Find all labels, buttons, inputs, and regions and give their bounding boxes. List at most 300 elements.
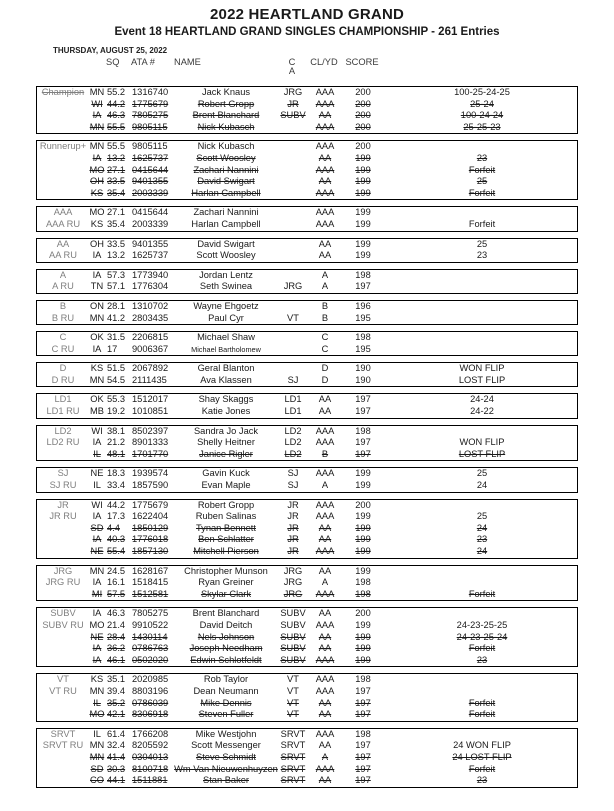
cell-detail: 23 xyxy=(476,775,488,786)
cell-c: JR xyxy=(287,534,299,545)
cell-ata: 1010851 xyxy=(132,406,169,417)
cell-c xyxy=(277,270,309,282)
cell-c: JRG xyxy=(283,588,303,599)
cell-ata: 1776304 xyxy=(132,281,169,292)
cell-state: IL xyxy=(93,728,101,739)
cell-name: Harlan Campbell xyxy=(191,218,261,229)
cell-detail: 24-23-25-24 xyxy=(456,631,508,642)
cell-clyd: B xyxy=(321,300,329,311)
cell-detail xyxy=(385,344,579,356)
cell-c: SUBV xyxy=(280,110,306,121)
col-header-label-spacer xyxy=(36,58,88,67)
cell-detail: Forfeit xyxy=(468,218,496,229)
cell-sq: 21.2 xyxy=(107,437,126,448)
cell-sq: 44.2 xyxy=(107,98,126,109)
cell-clyd: AAA xyxy=(315,425,335,436)
cell-score: 198 xyxy=(355,674,371,685)
cell-clyd: AAA xyxy=(315,437,335,448)
cell-clyd: AAA xyxy=(315,728,335,739)
cell-state: MN xyxy=(89,141,105,152)
cell-state: SD xyxy=(90,522,104,533)
cell-clyd: AAA xyxy=(315,468,335,479)
cell-state: IA xyxy=(92,110,102,121)
cell-name: Robert Gropp xyxy=(197,499,255,510)
cell-c xyxy=(277,153,309,165)
table-row xyxy=(37,110,579,122)
table-row xyxy=(37,394,579,406)
cell-sq: 55.4 xyxy=(107,546,126,556)
table-row xyxy=(37,729,579,741)
cell-clyd: AAA xyxy=(315,685,335,696)
cell-state: MO xyxy=(89,207,105,218)
cell-name: Zachari Nannini xyxy=(193,164,259,175)
cell-c: SUBV xyxy=(280,619,306,630)
cell-c: JR xyxy=(287,511,299,522)
cell-detail: 25-24 xyxy=(470,98,494,109)
cell-state: IA xyxy=(92,577,102,588)
cell-ata: 9401355 xyxy=(132,176,169,187)
cell-c: LD2 xyxy=(284,448,302,459)
cell-c: VT xyxy=(287,674,299,685)
col-header-spacer xyxy=(340,67,384,76)
table-row xyxy=(37,589,579,601)
table-row xyxy=(37,122,579,134)
table-row xyxy=(37,153,579,165)
cell-label: Runnerup+ xyxy=(39,141,87,152)
cell-c xyxy=(277,165,309,177)
cell-state: IA xyxy=(92,608,102,619)
cell-clyd: A xyxy=(321,577,329,588)
cell-label: C RU xyxy=(51,343,75,354)
cell-score: 199 xyxy=(355,187,371,198)
cell-ata: 7805275 xyxy=(132,110,169,121)
cell-score: 196 xyxy=(355,300,371,311)
table-row xyxy=(37,643,579,655)
cell-state: KS xyxy=(90,363,104,374)
cell-detail xyxy=(385,332,579,344)
cell-clyd: AA xyxy=(318,152,332,163)
cell-label: LD1 xyxy=(54,394,72,405)
cell-ata: 2003339 xyxy=(132,218,169,229)
cell-name: Michael Shaw xyxy=(197,332,255,343)
cell-detail: 24 xyxy=(476,480,488,491)
cell-sq: 35.4 xyxy=(107,187,126,198)
cell-score: 198 xyxy=(355,588,371,599)
cell-label: JRG xyxy=(53,565,73,576)
col-header-ata: ATA # xyxy=(131,57,155,67)
cell-score: 199 xyxy=(355,619,371,630)
cell-score: 200 xyxy=(355,608,371,619)
result-section-box xyxy=(36,331,578,356)
cell-sq: 57.1 xyxy=(107,281,126,292)
cell-label: LD2 RU xyxy=(46,437,80,448)
cell-sq: 41.2 xyxy=(107,312,126,323)
table-row xyxy=(37,176,579,188)
cell-score: 199 xyxy=(355,511,371,522)
cell-label xyxy=(37,188,89,200)
cell-ata: 2111435 xyxy=(132,374,167,385)
cell-ata: 1316740 xyxy=(132,87,169,97)
cell-state: MN xyxy=(89,685,105,696)
cell-label: SRVT RU xyxy=(42,740,84,751)
cell-clyd: AAA xyxy=(315,674,335,685)
cell-name: Wayne Ehgoetz xyxy=(193,300,259,311)
column-headers xyxy=(36,58,578,76)
cell-score: 197 xyxy=(355,740,371,751)
cell-detail: 24 WON FLIP xyxy=(453,740,511,751)
cell-c: JRG xyxy=(283,565,303,576)
cell-label: LD1 RU xyxy=(46,406,80,417)
cell-name: Mike Westjohn xyxy=(195,728,257,739)
cell-ata: 1518415 xyxy=(132,577,169,588)
cell-c xyxy=(277,188,309,200)
cell-label xyxy=(37,534,89,546)
cell-label: A xyxy=(59,269,67,280)
table-row xyxy=(37,301,579,313)
cell-sq: 30.3 xyxy=(107,763,126,774)
cell-sq: 33.5 xyxy=(107,238,126,249)
cell-sq: 28.1 xyxy=(107,300,126,311)
cell-state: IA xyxy=(92,654,102,665)
cell-ata: 9910522 xyxy=(132,619,169,630)
cell-label: AA xyxy=(56,238,70,249)
cell-score: 199 xyxy=(355,480,371,491)
table-row xyxy=(37,87,579,99)
cell-state: WI xyxy=(91,425,103,436)
cell-label xyxy=(37,449,89,461)
col-header-spacer xyxy=(36,67,88,76)
cell-detail: 24 xyxy=(476,522,488,533)
table-row xyxy=(37,250,579,262)
cell-ata: 1430114 xyxy=(132,631,168,642)
table-row xyxy=(37,775,579,787)
cell-sq: 16.1 xyxy=(107,577,126,588)
cell-state: SD xyxy=(90,763,104,774)
column-header-row-2 xyxy=(36,67,578,76)
cell-ata: 1857130 xyxy=(132,546,169,556)
cell-name: Stan Baker xyxy=(203,775,249,786)
result-section-box xyxy=(36,499,578,559)
cell-c: LD2 xyxy=(284,437,302,448)
cell-c xyxy=(277,207,309,219)
cell-clyd: AAA xyxy=(315,654,335,665)
cell-name: Seth Swinea xyxy=(199,281,253,292)
cell-name: Sandra Jo Jack xyxy=(193,425,259,436)
table-row xyxy=(37,332,579,344)
cell-label: VT RU xyxy=(49,685,77,696)
cell-score: 195 xyxy=(355,312,371,323)
cell-sq: 44.1 xyxy=(107,775,126,786)
cell-state: MN xyxy=(89,565,105,576)
cell-sq: 38.1 xyxy=(107,425,126,436)
cell-sq: 17 xyxy=(107,343,118,354)
cell-detail: 24-24 xyxy=(470,394,494,405)
cell-label: C xyxy=(59,332,67,343)
cell-detail: Forfeit xyxy=(468,588,496,599)
cell-ata: 1622404 xyxy=(132,511,169,522)
cell-c: VT xyxy=(287,312,299,323)
cell-score: 197 xyxy=(355,763,371,774)
cell-sq: 54.5 xyxy=(107,374,126,385)
cell-sq: 39.4 xyxy=(107,685,126,696)
cell-score: 199 xyxy=(355,565,371,576)
cell-c: SUBV xyxy=(280,631,306,642)
cell-detail: 25 xyxy=(476,238,488,249)
cell-ata: 0304013 xyxy=(132,751,169,762)
cell-name: Nick Kubasch xyxy=(197,141,255,152)
cell-label xyxy=(37,176,89,188)
cell-detail: WON FLIP xyxy=(459,363,505,374)
cell-ata: 1776018 xyxy=(132,534,169,545)
cell-clyd: AA xyxy=(318,565,332,576)
cell-c: VT xyxy=(287,685,299,696)
cell-c: SUBV xyxy=(280,654,306,665)
cell-name: Evan Maple xyxy=(201,480,251,491)
cell-ata: 1766208 xyxy=(132,728,169,739)
table-row xyxy=(37,406,579,418)
cell-state: OH xyxy=(90,238,104,249)
cell-state: IA xyxy=(92,343,102,354)
cell-ata: 8901333 xyxy=(132,437,169,448)
cell-state: IL xyxy=(93,448,101,459)
table-row xyxy=(37,239,579,251)
cell-sq: 18.3 xyxy=(107,468,126,479)
cell-c: SRVT xyxy=(280,751,306,762)
cell-c xyxy=(277,141,309,153)
cell-sq: 57.3 xyxy=(107,269,126,280)
cell-detail: 24-22 xyxy=(470,406,494,417)
cell-name: Ryan Greiner xyxy=(198,577,254,588)
result-section-box xyxy=(36,467,578,492)
cell-label xyxy=(37,632,89,644)
cell-label: B xyxy=(59,300,67,311)
cell-clyd: AA xyxy=(318,110,332,121)
cell-label: JR xyxy=(57,499,69,510)
cell-label: SJ xyxy=(57,468,69,479)
cell-sq: 33.4 xyxy=(107,480,126,491)
cell-label xyxy=(37,122,89,134)
table-row xyxy=(37,313,579,325)
cell-score: 190 xyxy=(355,363,371,374)
cell-sq: 28.4 xyxy=(107,631,126,642)
cell-sq: 55.5 xyxy=(107,141,126,152)
cell-sq: 36.2 xyxy=(107,643,126,654)
table-row xyxy=(37,534,579,546)
cell-name: Christopher Munson xyxy=(184,565,268,576)
cell-name: Harlan Campbell xyxy=(191,187,261,198)
cell-ata: 8803196 xyxy=(132,685,169,696)
cell-label xyxy=(37,643,89,655)
col-header-spacer xyxy=(308,67,340,76)
cell-label xyxy=(37,775,89,787)
cell-score: 199 xyxy=(355,643,371,654)
cell-sq: 46.3 xyxy=(107,608,126,619)
result-section-box xyxy=(36,238,578,263)
cell-c xyxy=(277,332,309,344)
cell-detail: Forfeit xyxy=(468,164,496,175)
cell-score: 197 xyxy=(355,685,371,696)
cell-detail xyxy=(385,608,579,620)
cell-c: VT xyxy=(287,697,299,708)
page-title: 2022 HEARTLAND GRAND xyxy=(209,6,405,23)
cell-ata: 0502020 xyxy=(132,654,169,665)
cell-name: David Swigart xyxy=(197,176,255,187)
cell-state: MN xyxy=(89,312,105,323)
cell-c: VT xyxy=(287,709,299,720)
cell-clyd: AAA xyxy=(315,141,335,152)
cell-label: SUBV xyxy=(50,608,76,619)
cell-state: IA xyxy=(92,511,102,522)
cell-state: OK xyxy=(90,332,104,343)
cell-name: Geral Blanton xyxy=(197,363,255,374)
table-row xyxy=(37,655,579,667)
col-header-c-line2: A xyxy=(288,66,296,76)
cell-score: 199 xyxy=(355,654,371,665)
table-row xyxy=(37,344,579,356)
cell-sq: 41.4 xyxy=(107,751,126,762)
cell-state: MB xyxy=(90,406,104,417)
cell-clyd: A xyxy=(321,281,329,292)
cell-clyd: AA xyxy=(318,238,332,249)
table-row xyxy=(37,375,579,387)
cell-clyd: AAA xyxy=(315,87,335,97)
cell-state: CO xyxy=(90,775,104,786)
cell-c: SUBV xyxy=(280,608,306,619)
cell-state: MO xyxy=(89,164,105,175)
cell-label xyxy=(37,523,89,535)
cell-ata: 1775679 xyxy=(132,98,169,109)
cell-detail: 25 xyxy=(476,176,488,187)
cell-c xyxy=(277,239,309,251)
cell-clyd: B xyxy=(321,312,329,323)
cell-clyd: AA xyxy=(318,697,332,708)
cell-detail: 25 xyxy=(476,468,488,479)
table-row xyxy=(37,141,579,153)
cell-detail: 23 xyxy=(476,654,488,665)
cell-name: Skylar Clark xyxy=(200,588,252,599)
cell-state: IL xyxy=(93,480,101,491)
cell-name: Gavin Kuck xyxy=(202,468,250,479)
cell-sq: 27.1 xyxy=(107,164,126,175)
table-row xyxy=(37,752,579,764)
cell-sq: 57.5 xyxy=(107,588,126,599)
cell-c: SRVT xyxy=(280,775,306,786)
cell-name: Dean Neumann xyxy=(193,685,259,696)
result-section-box xyxy=(36,673,578,721)
cell-score: 198 xyxy=(355,577,371,588)
cell-state: WI xyxy=(91,98,103,109)
cell-name: Brent Blanchard xyxy=(192,608,260,619)
cell-score: 197 xyxy=(355,406,371,417)
cell-clyd: AA xyxy=(318,394,332,405)
cell-detail: Forfeit xyxy=(468,697,496,708)
cell-sq: 46.3 xyxy=(107,110,126,121)
cell-state: NE xyxy=(90,546,104,556)
col-header-detail-spacer xyxy=(384,58,578,67)
cell-name: Wm Van Nieuwenhuyzen xyxy=(174,763,278,774)
cell-c: JR xyxy=(287,522,299,533)
cell-sq: 17.3 xyxy=(107,511,126,522)
cell-clyd: AA xyxy=(318,176,332,187)
cell-detail: LOST FLIP xyxy=(458,374,506,385)
cell-score: 199 xyxy=(355,546,371,556)
cell-sq: 27.1 xyxy=(107,207,126,218)
cell-clyd: A xyxy=(321,269,329,280)
cell-label xyxy=(37,99,89,111)
table-row xyxy=(37,608,579,620)
cell-detail xyxy=(385,577,579,589)
cell-name: Nels Johnson xyxy=(197,631,255,642)
col-header-sq: SQ xyxy=(106,57,120,67)
table-row xyxy=(37,207,579,219)
cell-name: Ava Klassen xyxy=(200,374,252,385)
table-row xyxy=(37,363,579,375)
cell-name: Steve Schmidt xyxy=(196,751,256,762)
cell-clyd: D xyxy=(321,363,329,374)
table-row xyxy=(37,468,579,480)
cell-c: SRVT xyxy=(280,728,306,739)
cell-name: Scott Messenger xyxy=(191,740,261,751)
cell-clyd: AAA xyxy=(315,511,335,522)
cell-state: NE xyxy=(90,468,104,479)
cell-sq: 13.2 xyxy=(107,152,126,163)
cell-ata: 9805115 xyxy=(132,141,168,152)
cell-clyd: AA xyxy=(318,643,332,654)
cell-state: KS xyxy=(90,218,104,229)
cell-name: Paul Cyr xyxy=(208,312,244,323)
table-row xyxy=(37,437,579,449)
cell-ata: 1775679 xyxy=(132,499,169,510)
table-row xyxy=(37,709,579,721)
cell-state: OK xyxy=(90,394,104,405)
col-header-spacer xyxy=(128,67,174,76)
cell-clyd: AA xyxy=(318,406,332,417)
cell-ata: 8502397 xyxy=(132,425,169,436)
cell-detail xyxy=(385,674,579,686)
result-section-box xyxy=(36,269,578,294)
cell-detail: WON FLIP xyxy=(459,437,505,448)
cell-clyd: AA xyxy=(318,534,332,545)
cell-clyd: AAA xyxy=(315,588,335,599)
result-section-box xyxy=(36,425,578,462)
result-section-box xyxy=(36,300,578,325)
cell-name: Mike Dennis xyxy=(200,697,252,708)
table-row xyxy=(37,674,579,686)
cell-detail: 24-23-25-25 xyxy=(456,619,508,630)
cell-detail xyxy=(385,270,579,282)
cell-name: Janice Rigler xyxy=(199,448,253,459)
cell-ata: 1850129 xyxy=(132,522,169,533)
cell-detail: 23 xyxy=(476,250,488,261)
cell-label xyxy=(37,752,89,764)
cell-name: Rob Taylor xyxy=(203,674,249,685)
cell-sq: 46.1 xyxy=(107,654,126,665)
cell-label: Champion xyxy=(41,87,85,97)
result-section-box xyxy=(36,206,578,231)
cell-detail xyxy=(385,566,579,578)
col-header-score: SCORE xyxy=(345,57,379,67)
table-row xyxy=(37,426,579,438)
cell-state: WI xyxy=(91,499,103,510)
cell-score: 199 xyxy=(355,250,371,261)
cell-c: SJ xyxy=(287,480,299,491)
cell-clyd: C xyxy=(321,332,329,343)
cell-state: IL xyxy=(93,697,101,708)
cell-detail xyxy=(385,207,579,219)
cell-detail: LOST FLIP xyxy=(458,448,506,459)
cell-name: Zachari Nannini xyxy=(193,207,259,218)
cell-detail xyxy=(385,313,579,325)
